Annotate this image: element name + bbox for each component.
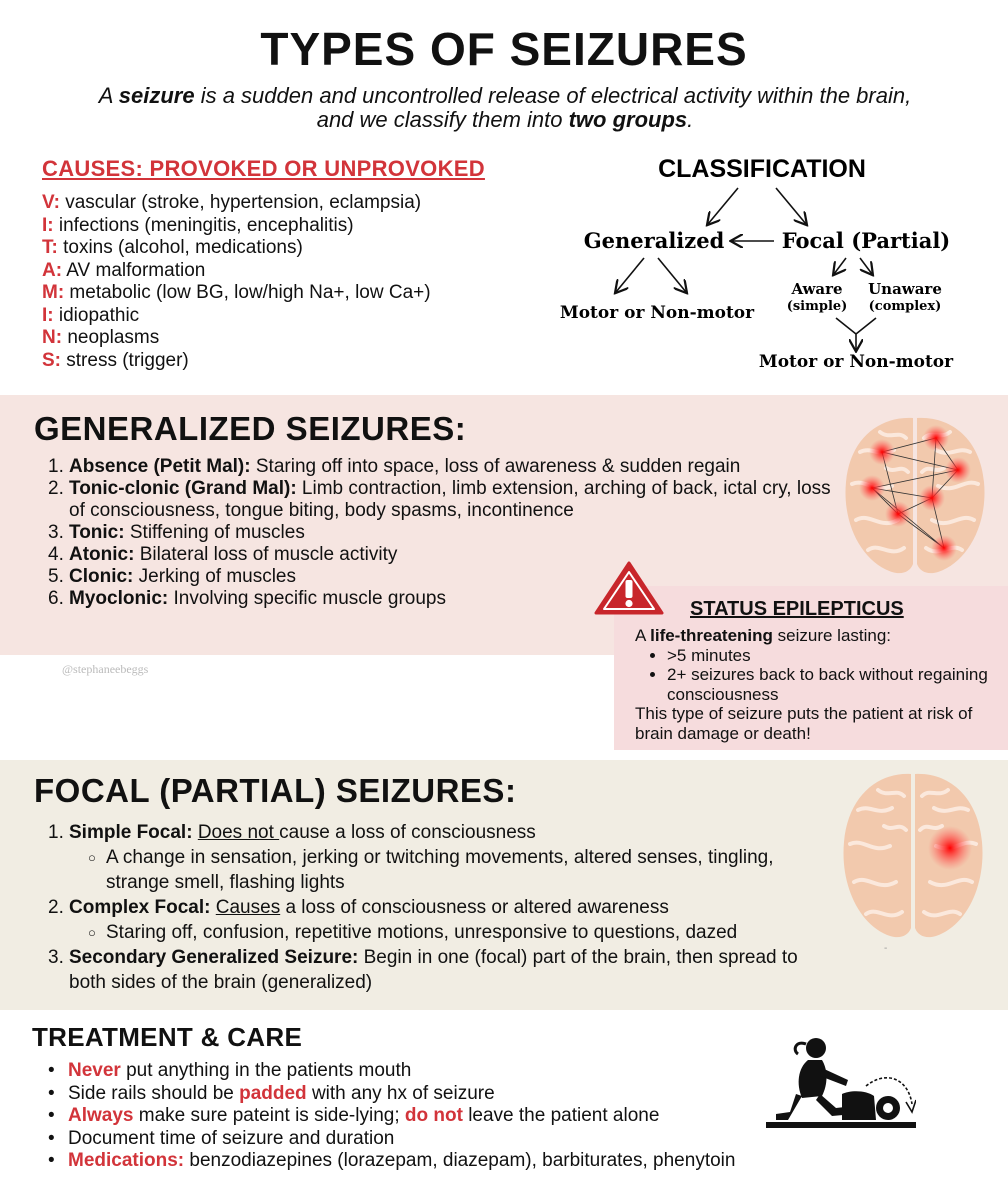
arrow bbox=[860, 258, 872, 274]
list-item: 5. Clonic: Jerking of muscles bbox=[48, 566, 297, 587]
list-item: S: stress (trigger) bbox=[42, 349, 189, 371]
status-epilepticus-heading: STATUS EPILEPTICUS bbox=[690, 598, 904, 620]
generalized-motor-node: Motor or Non-motor bbox=[559, 303, 755, 323]
status-outro: This type of seizure puts the patient at risk of brain damage or death! bbox=[635, 704, 973, 743]
unaware-node: Unaware bbox=[868, 280, 942, 298]
list-item: I: infections (meningitis, encephalitis) bbox=[42, 214, 354, 236]
brain-focal-icon bbox=[838, 768, 988, 944]
aware-sub: (simple) bbox=[786, 299, 848, 314]
list-item: 6. Myoclonic: Involving specific muscle groups bbox=[48, 588, 446, 609]
list-item: M: metabolic (low BG, low/high Na+, low Ca+) bbox=[42, 282, 431, 303]
focal-heading: FOCAL (PARTIAL) SEIZURES: bbox=[34, 772, 517, 809]
list-item: T: toxins (alcohol, medications) bbox=[42, 237, 303, 258]
sub-item: ○ Staring off, confusion, repetitive motions, unresponsive to questions, dazed bbox=[88, 922, 738, 943]
generalized-heading: GENERALIZED SEIZURES: bbox=[34, 410, 467, 447]
watermark: @stephaneebeggs bbox=[62, 662, 149, 676]
list-item: V: vascular (stroke, hypertension, eclampsia) bbox=[42, 192, 422, 213]
brain-generalized-icon bbox=[840, 412, 990, 580]
list-item: 3. Secondary Generalized Seizure: Begin in one (focal) part of the brain, then spread to both sides of the brain (generalized) bbox=[48, 947, 798, 993]
arrow bbox=[834, 258, 846, 274]
list-item: 4. Atonic: Bilateral loss of muscle activity bbox=[48, 544, 398, 565]
list-item: • Never put anything in the patients mouth bbox=[48, 1060, 412, 1081]
list-item: 2. Tonic-clonic (Grand Mal): Limb contraction, limb extension, arching of back, ictal cry, loss of consciousness, tongue biting, body spasms, incontinence bbox=[48, 478, 831, 521]
treatment-heading: TREATMENT & CARE bbox=[32, 1022, 303, 1052]
unaware-sub: (complex) bbox=[868, 299, 942, 314]
status-intro: A life-threatening seizure lasting: bbox=[635, 626, 892, 645]
causes-heading: CAUSES: PROVOKED OR UNPROVOKED bbox=[42, 156, 485, 181]
treatment-list bbox=[48, 1060, 868, 1173]
sub-item: ○ A change in sensation, jerking or twitching movements, altered senses, tingling, strange smell, flashing lights bbox=[88, 847, 774, 893]
status-bullets bbox=[635, 646, 995, 705]
list-item: 3. Tonic: Stiffening of muscles bbox=[48, 522, 305, 543]
list-item: 1. Simple Focal: Does not cause a loss of consciousness bbox=[48, 822, 536, 843]
classification-title: CLASSIFICATION bbox=[658, 155, 866, 183]
list-item: • Always make sure pateint is side-lying; do not leave the patient alone bbox=[48, 1105, 660, 1126]
aware-node: Aware bbox=[791, 280, 843, 298]
focal-motor-node: Motor or Non-motor bbox=[758, 352, 954, 372]
list-item: N: neoplasms bbox=[42, 327, 160, 348]
focal-node: Focal (Partial) bbox=[781, 228, 951, 253]
arrow bbox=[658, 258, 686, 292]
page-title: TYPES OF SEIZURES bbox=[260, 23, 748, 75]
arrow bbox=[708, 188, 738, 224]
list-item: • 2+ seizures back to back without regaining consciousness bbox=[667, 665, 995, 704]
warning-icon bbox=[593, 560, 665, 616]
causes-list bbox=[42, 192, 431, 372]
intro-text: A seizure is a sudden and uncontrolled release of electrical activity within the brain, and we classify them into two groups. bbox=[98, 83, 912, 132]
generalized-node: Generalized bbox=[583, 228, 725, 253]
arrow bbox=[616, 258, 644, 292]
list-item: • Document time of seizure and duration bbox=[48, 1127, 395, 1149]
list-item: 2. Complex Focal: Causes a loss of consciousness or altered awareness bbox=[48, 897, 669, 918]
list-item: • Side rails should be padded with any hx of seizure bbox=[48, 1082, 495, 1104]
merge-arrow bbox=[836, 318, 876, 350]
list-item: I: idiopathic bbox=[42, 304, 140, 326]
list-item: • >5 minutes bbox=[667, 646, 995, 666]
classification-diagram bbox=[540, 150, 1000, 385]
arrow bbox=[776, 188, 806, 224]
list-item: 1. Absence (Petit Mal): Staring off into space, loss of awareness & sudden regain bbox=[48, 456, 741, 477]
list-item: • Medications: benzodiazepines (lorazepam, diazepam), barbiturates, phenytoin bbox=[48, 1150, 736, 1171]
list-item: A: AV malformation bbox=[42, 259, 206, 281]
focal-list bbox=[48, 820, 838, 995]
decorative-dot: - bbox=[884, 943, 888, 954]
side-lying-care-icon bbox=[766, 1034, 916, 1132]
status-epilepticus-body bbox=[635, 626, 995, 743]
